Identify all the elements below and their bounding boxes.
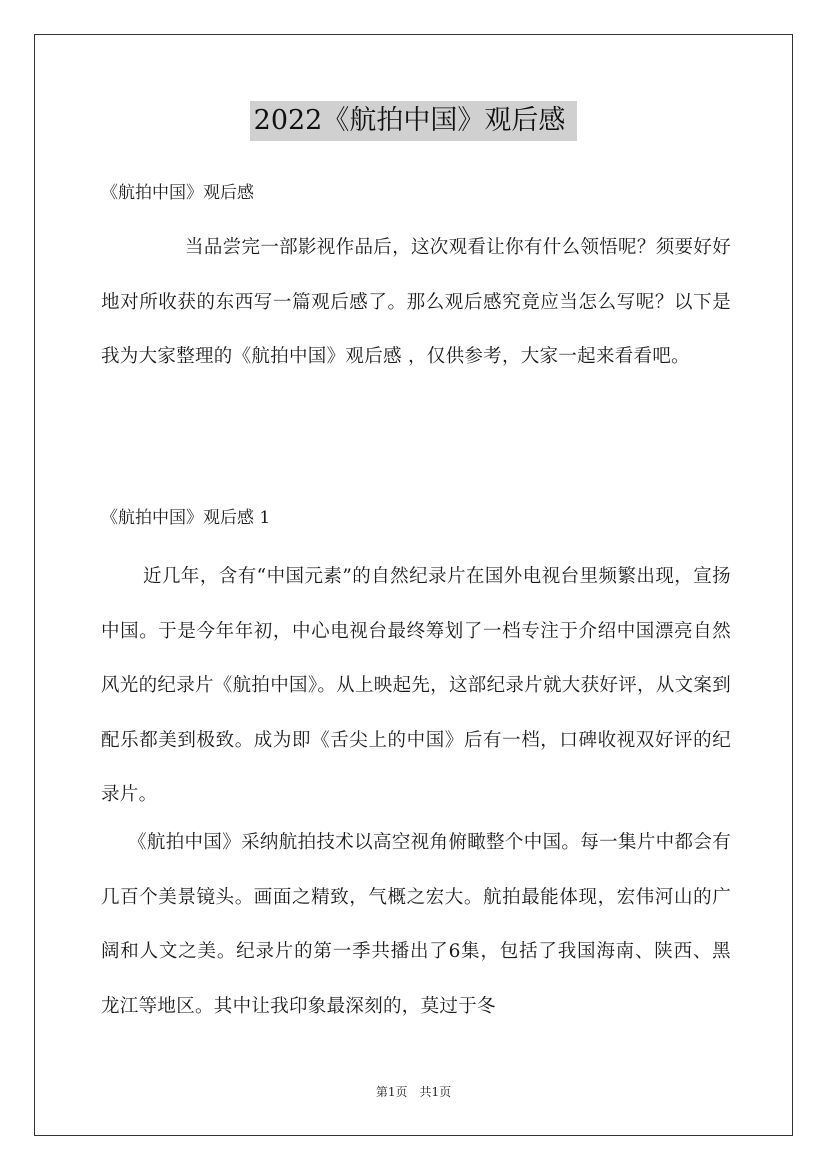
intro-paragraph: 当品尝完一部影视作品后，这次观看让你有什么领悟呢？须要好好地对所收获的东西写一篇观后感了。那么观后感究竟应当怎么写呢？以下是我为大家整理的《航拍中国》观后感 ，仅供参考，大家一起来看看吧。 bbox=[101, 237, 731, 368]
document-title: 2022《航拍中国》观后感 bbox=[250, 101, 578, 141]
body-paragraph-1: 近几年，含有“中国元素”的自然纪录片在国外电视台里频繁出现，宣扬中国。于是今年年初，中心电视台最终筹划了一档专注于介绍中国漂亮自然风光的纪录片《航拍中国》。从上映起先，这部纪录片就大获好评，从文案到配乐都美到极致。成为即《舌尖上的中国》后有一档，口碑收视双好评的纪录片。 bbox=[101, 566, 731, 806]
document-subtitle: 《航拍中国》观后感 bbox=[101, 183, 254, 203]
title-container bbox=[0, 101, 827, 141]
section-heading: 《航拍中国》观后感 1 bbox=[101, 508, 271, 528]
body-paragraph-2: 《航拍中国》采纳航拍技术以高空视角俯瞰整个中国。每一集片中都会有几百个美景镜头。画面之精致，气概之宏大。航拍最能体现，宏伟河山的广阔和人文之美。纪录片的第一季共播出了6集，包括了我国海南、陕西、黑龙江等地区。其中让我印象最深刻的，莫过于冬 bbox=[101, 832, 731, 1017]
page-footer: 第1页 共1页 bbox=[375, 1085, 452, 1099]
